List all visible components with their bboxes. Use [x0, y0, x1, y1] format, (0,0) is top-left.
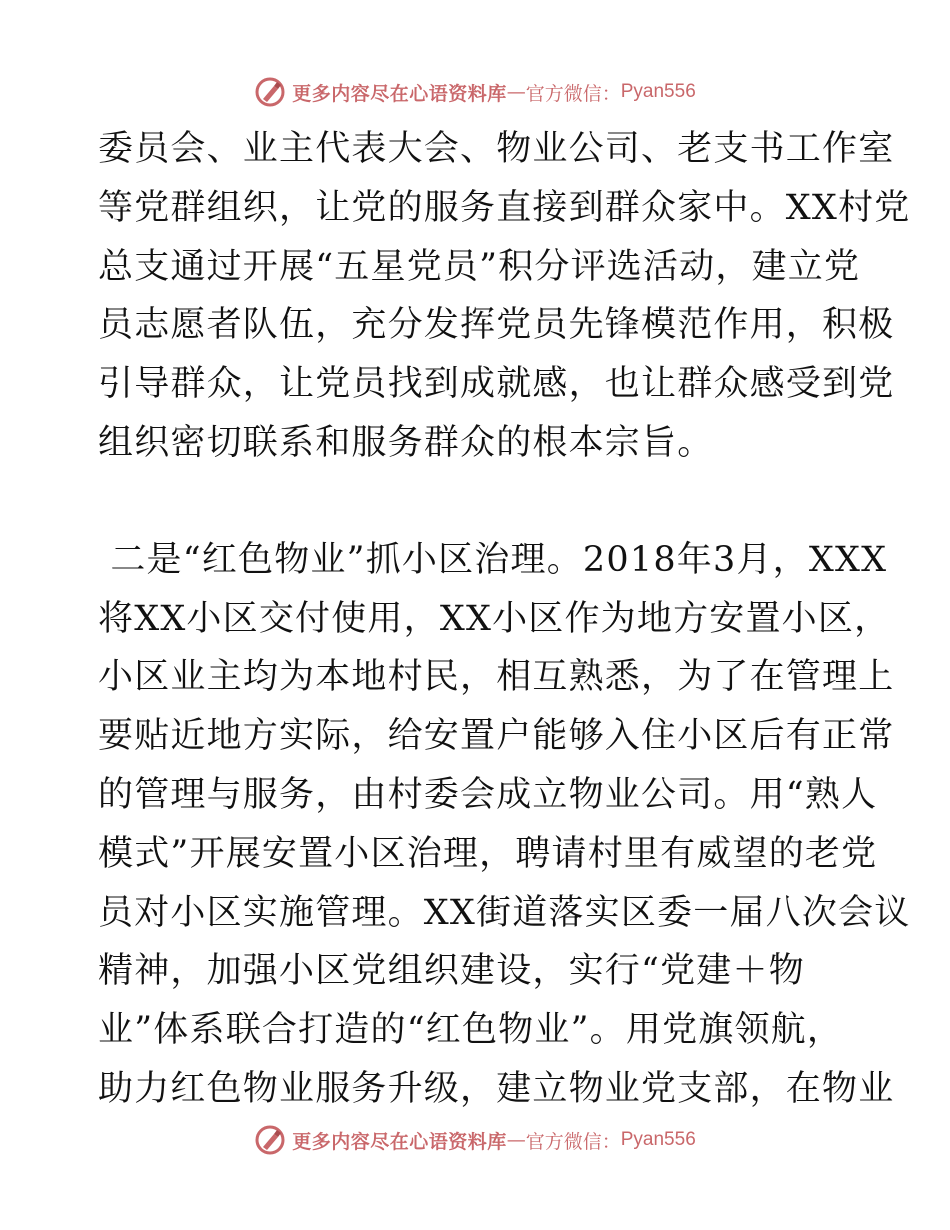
text-line: 小区业主均为本地村民，相互熟悉，为了在管理上 [98, 657, 895, 698]
watermark-site-name: 更多内容尽在心语资料库 [292, 82, 507, 105]
text-line: 要贴近地方实际，给安置户能够入住小区后有正常 [98, 716, 895, 757]
pen-seal-icon [254, 1124, 286, 1156]
watermark-separator: — [506, 1129, 526, 1151]
text-line: 总支通过开展“五星党员”积分评选活动，建立党 [98, 246, 861, 287]
footer-watermark [0, 1120, 950, 1160]
text-line: 模式”开展安置小区治理，聘请村里有威望的老党 [98, 833, 878, 874]
watermark-separator: — [506, 81, 526, 103]
text-line: 组织密切联系和服务群众的根本宗旨。 [98, 422, 714, 463]
text-line: 助力红色物业服务升级，建立物业党支部，在物业 [98, 1068, 895, 1109]
text-line: 等党群组织，让党的服务直接到群众家中。XX村党 [98, 187, 911, 228]
watermark-wechat-label: 官方微信： [525, 1130, 621, 1153]
watermark-wechat-label: 官方微信： [525, 82, 621, 105]
watermark-wechat-id: Pyan556 [620, 1129, 696, 1150]
text-line: 二是“红色物业”抓小区治理。2018年3月，XXX [98, 539, 888, 580]
document-body [98, 120, 911, 1119]
text-line: 员对小区实施管理。XX街道落实区委一届八次会议 [98, 892, 911, 933]
text-line: 业”体系联合打造的“红色物业”。用党旗领航， [98, 1010, 844, 1051]
text-line: 员志愿者队伍，充分发挥党员先锋模范作用，积极 [98, 305, 895, 346]
watermark-wechat-id: Pyan556 [620, 81, 696, 102]
header-watermark [0, 72, 950, 112]
pen-seal-icon [254, 76, 286, 108]
text-line: 引导群众，让党员找到成就感，也让群众感受到党 [98, 364, 895, 405]
text-line: 的管理与服务，由村委会成立物业公司。用“熟人 [98, 774, 878, 815]
watermark-site-name: 更多内容尽在心语资料库 [292, 1130, 507, 1153]
paragraph-2 [98, 531, 911, 1119]
text-line: 精神，加强小区党组织建设，实行“党建＋物 [98, 951, 805, 992]
text-line: 委员会、业主代表大会、物业公司、老支书工作室 [98, 129, 895, 169]
text-line: 将XX小区交付使用，XX小区作为地方安置小区， [98, 598, 891, 639]
paragraph-1 [98, 120, 911, 473]
paragraph-gap [98, 473, 858, 531]
